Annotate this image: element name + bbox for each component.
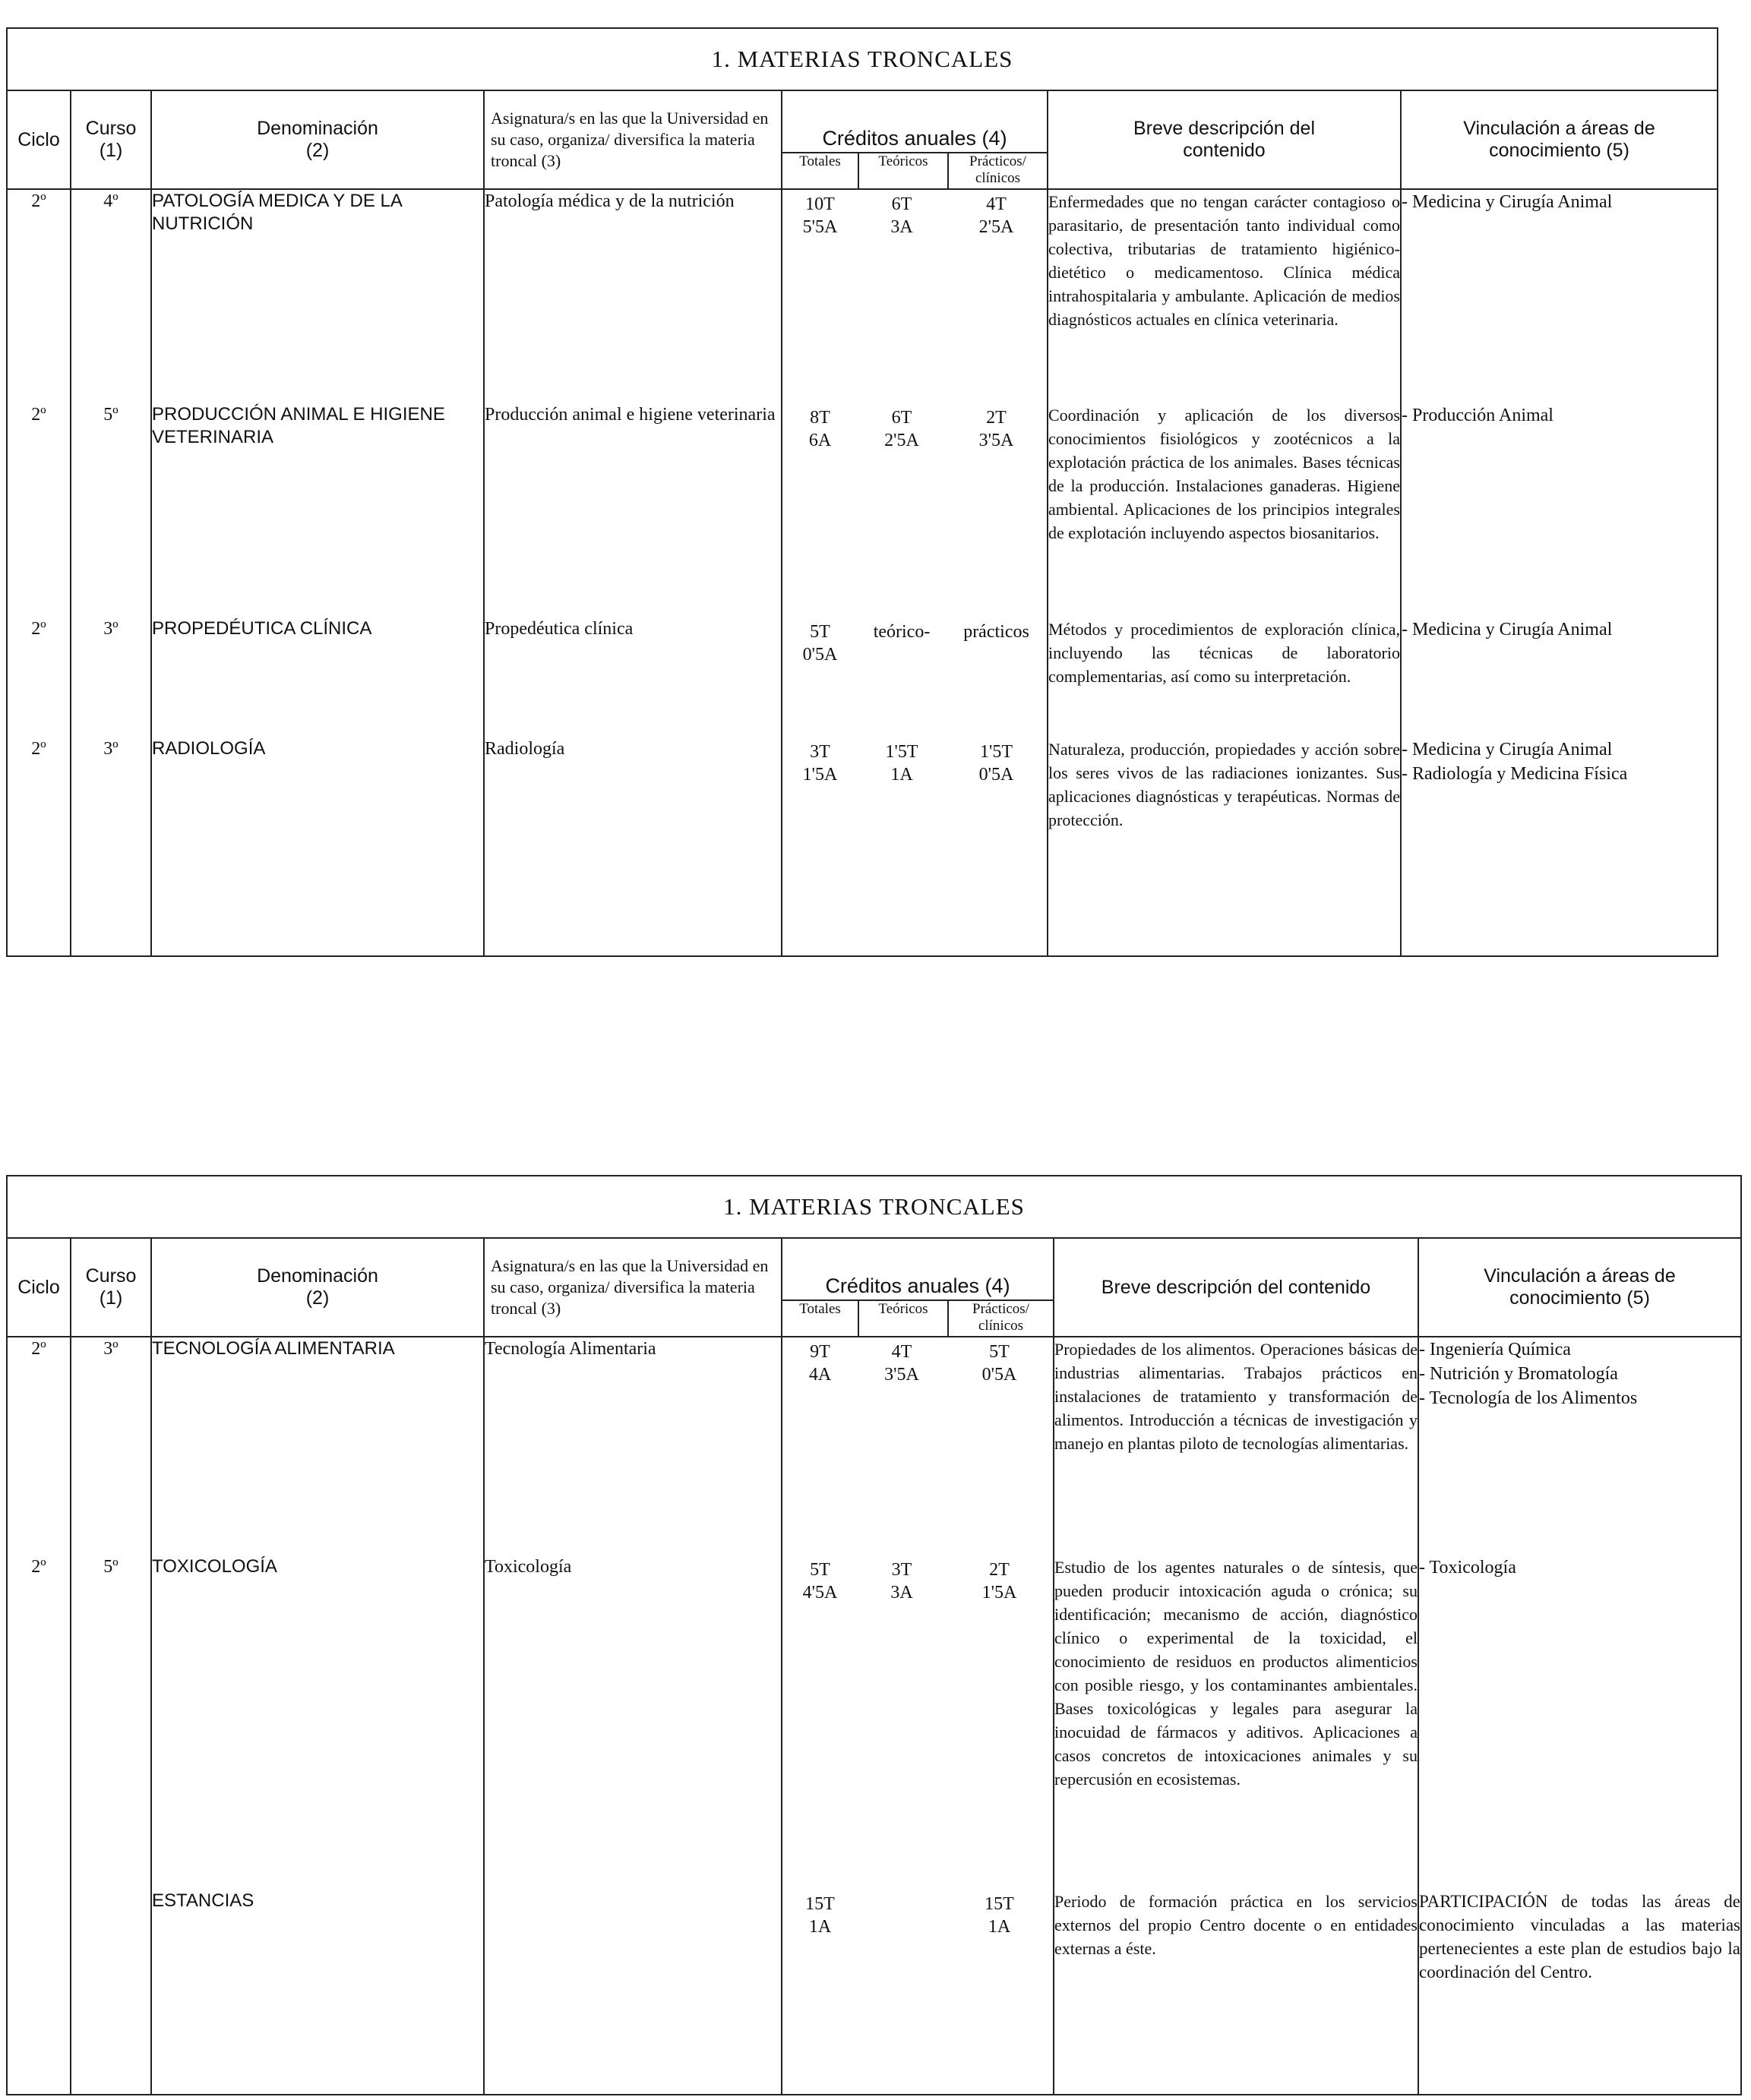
curso-cell: 5º [71,1555,151,1890]
practicos-a: 3'5A [978,431,1014,450]
practicos-t: 2T [989,1560,1010,1580]
creditos-title: Créditos anuales (4) [782,113,1047,153]
curso-cell: 4º [71,189,151,403]
asignatura-cell: Radiología [484,737,782,956]
totales-a: 6A [808,431,832,450]
asignatura-cell: Patología médica y de la nutrición [484,189,782,403]
ciclo-cell: 2º [7,1337,71,1555]
header-ciclo: Ciclo [7,90,71,189]
header-practicos: Prácticos/ clínicos [969,153,1026,186]
ciclo-cell: 2º [7,403,71,617]
curso-cell [71,1890,151,2095]
teoricos-a: 3A [890,1583,913,1603]
header-curso: Curso (1) [71,90,151,189]
ciclo-cell: 2º [7,189,71,403]
denominacion-cell: ESTANCIAS [151,1890,484,2095]
table-row [7,617,1718,737]
header-denominacion: Denominación (2) [151,1238,484,1337]
creditos-cell [782,403,1048,617]
teoricos-t: 1'5T [885,742,918,762]
header-teoricos: Teóricos [859,153,949,188]
curso-cell: 5º [71,403,151,617]
creditos-cell [782,617,1048,737]
header-totales: Totales [782,153,859,188]
curso-cell: 3º [71,1337,151,1555]
descripcion-cell: Coordinación y aplicación de los diversos conocimientos fisiológicos y zootécnicos a la explotación práctica de los animales. Bases técnicas de la producción. Instalaciones ganaderas. Higiene ambiental. Aplicaciones de los principios integrales de explotación incluyendo aspectos biosanitarios. [1048,403,1401,617]
creditos-cell [782,189,1048,403]
header-vinculacion: Vinculación a áreas de conocimiento (5) [1418,1238,1741,1337]
descripcion-cell: Métodos y procedimientos de exploración clínica, incluyendo las técnicas de laboratorio complementarias, así como su interpretación. [1048,617,1401,737]
table-row [7,1555,1741,1890]
table-row [7,403,1718,617]
teoricos-t: 3T [891,1560,912,1580]
denominacion-cell: PROPEDÉUTICA CLÍNICA [151,617,484,737]
practicos-a: 0'5A [978,765,1014,785]
totales-t: 9T [810,1342,830,1362]
totales-a: 5'5A [802,217,838,237]
header-descripcion: Breve descripción del contenido [1048,90,1401,189]
totales-a: 0'5A [802,645,838,665]
totales-t: 5T [810,622,830,642]
descripcion-cell: Enfermedades que no tengan carácter contagioso o parasitario, de presentación tanto individual como colectiva, tributarias de tratamiento higiénico-dietético o medicamentoso. Clínica médica intrahospitalaria y ambulante. Aplicación de medios diagnósticos actuales en clínica veterinaria. [1048,189,1401,403]
header-teoricos: Teóricos [859,1301,949,1336]
asignatura-cell: Producción animal e higiene veterinaria [484,403,782,617]
table-title: 1. MATERIAS TRONCALES [7,1176,1741,1238]
asignatura-cell: Toxicología [484,1555,782,1890]
header-asignatura: Asignatura/s en las que la Universidad en su caso, organiza/ diversifica la materia troncal (3) [484,90,782,189]
header-creditos [782,1238,1054,1337]
creditos-cell [782,737,1048,956]
practicos-a: 0'5A [981,1365,1017,1385]
denominacion-cell: PATOLOGÍA MEDICA Y DE LA NUTRICIÓN [151,189,484,403]
denominacion-cell: TOXICOLOGÍA [151,1555,484,1890]
table-row [7,1890,1741,2095]
totales-t: 5T [810,1560,830,1580]
teoricos-t: 4T [891,1342,912,1362]
descripcion-cell: Estudio de los agentes naturales o de síntesis, que pueden producir intoxicación aguda o crónica; su identificación; mecanismo de acción, diagnóstico clínico o experimental de la toxicidad, el conocimiento de residuos en productos alimenticios con posible riesgo, y los contaminantes ambientales. Bases toxicológicas y legales para asegurar la inocuidad de fármacos y aditivos. Aplicaciones a casos concretos de intoxicaciones animales y su repercusión en ecosistemas. [1054,1555,1418,1890]
asignatura-cell [484,1890,782,2095]
creditos-cell [782,1337,1054,1555]
denominacion-cell: TECNOLOGÍA ALIMENTARIA [151,1337,484,1555]
asignatura-cell: Tecnología Alimentaria [484,1337,782,1555]
table-row [7,737,1718,956]
vinculacion-cell: - Medicina y Cirugía Animal - Radiología y Medicina Física [1401,737,1718,956]
practicos-t: 5T [989,1342,1010,1362]
header-totales: Totales [782,1301,859,1336]
ciclo-cell: 2º [7,617,71,737]
header-vinculacion: Vinculación a áreas de conocimiento (5) [1401,90,1718,189]
creditos-cell [782,1555,1054,1890]
ciclo-cell: 2º [7,737,71,956]
header-creditos [782,90,1048,189]
curso-cell: 3º [71,617,151,737]
teoricos-a: 3'5A [884,1365,919,1385]
materias-table-2 [6,1175,1742,2095]
totales-t: 3T [810,742,830,762]
totales-a: 4'5A [802,1583,838,1603]
ciclo-cell: 2º [7,1555,71,1890]
denominacion-cell: RADIOLOGÍA [151,737,484,956]
header-asignatura: Asignatura/s en las que la Universidad en su caso, organiza/ diversifica la materia troncal (3) [484,1238,782,1337]
vinculacion-cell: PARTICIPACIÓN de todas las áreas de conocimiento vinculadas a las materias pertenecientes a este plan de estudios bajo la coordinación del Centro. [1418,1890,1741,2095]
asignatura-cell: Propedéutica clínica [484,617,782,737]
header-curso: Curso (1) [71,1238,151,1337]
header-descripcion: Breve descripción del contenido [1054,1238,1418,1337]
practicos-t: 2T [986,408,1007,428]
practicos-t: 4T [986,194,1007,214]
denominacion-cell: PRODUCCIÓN ANIMAL E HIGIENE VETERINARIA [151,403,484,617]
teoricos-t: 6T [891,408,912,428]
totales-t: 15T [805,1894,835,1914]
totales-a: 1'5A [802,765,838,785]
descripcion-cell: Naturaleza, producción, propiedades y acción sobre los seres vivos de las radiaciones ionizantes. Sus aplicaciones diagnósticas y terapéuticas. Normas de protección. [1048,737,1401,956]
materias-table-1 [6,27,1718,957]
practicos-a: 2'5A [978,217,1014,237]
header-practicos: Prácticos/ clínicos [972,1301,1029,1334]
teoricos-a: 1A [890,765,913,785]
totales-a: 1A [808,1917,832,1937]
teoricos-a: 3A [890,217,913,237]
totales-t: 8T [810,408,830,428]
totales-t: 10T [805,194,835,214]
table-title: 1. MATERIAS TRONCALES [7,28,1718,90]
practicos-t: prácticos [963,622,1029,642]
vinculacion-cell: - Medicina y Cirugía Animal [1401,617,1718,737]
vinculacion-cell: - Producción Animal [1401,403,1718,617]
practicos-t: 1'5T [980,742,1013,762]
vinculacion-cell: - Ingeniería Química - Nutrición y Bromatología - Tecnología de los Alimentos [1418,1337,1741,1555]
teoricos-t: 6T [891,194,912,214]
teoricos-a: 2'5A [884,431,919,450]
ciclo-cell [7,1890,71,2095]
table-row [7,189,1718,403]
curso-cell: 3º [71,737,151,956]
totales-a: 4A [808,1365,832,1385]
vinculacion-cell: - Medicina y Cirugía Animal [1401,189,1718,403]
table-row [7,1337,1741,1555]
creditos-title: Créditos anuales (4) [782,1261,1053,1301]
practicos-a: 1'5A [981,1583,1017,1603]
descripcion-cell: Propiedades de los alimentos. Operaciones básicas de industrias alimentarias. Trabajos prácticos en instalaciones de tratamiento y transformación de alimentos. Introducción a técnicas de investigación y manejo en plantas piloto de tecnologías alimentarias. [1054,1337,1418,1555]
practicos-t: 15T [985,1894,1014,1914]
teoricos-t: teórico- [873,622,931,642]
vinculacion-cell: - Toxicología [1418,1555,1741,1890]
descripcion-cell: Periodo de formación práctica en los servicios externos del propio Centro docente o en entidades externas a éste. [1054,1890,1418,2095]
header-denominacion: Denominación (2) [151,90,484,189]
practicos-a: 1A [988,1917,1011,1937]
creditos-cell [782,1890,1054,2095]
header-ciclo: Ciclo [7,1238,71,1337]
